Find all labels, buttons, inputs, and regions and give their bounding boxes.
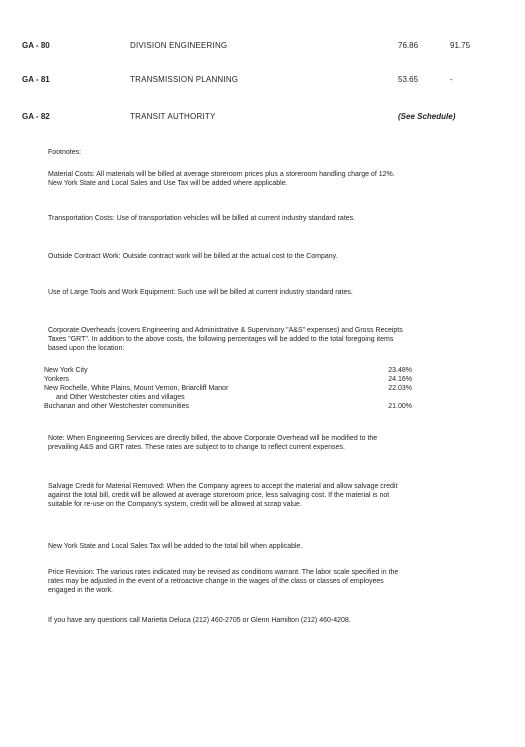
outside-contract-paragraph: Outside Contract Work: Outside contract work will be billed at the actual cost to the Company. — [48, 253, 338, 260]
location-percentage: 23.48% — [388, 367, 412, 374]
price-revision-paragraph: Price Revision: The various rates indicated may be revised as conditions warrant. The labor scale specified in the rates may be adjusted in the event of a retroactive change in the wages of the class or classes of employees engaged in the work. — [48, 569, 399, 594]
footnotes-heading: Footnotes: — [48, 149, 82, 156]
location-name: Yonkers — [44, 376, 70, 383]
location-row — [44, 375, 412, 384]
code-name: TRANSIT AUTHORITY — [130, 112, 216, 121]
location-row — [44, 393, 412, 402]
transportation-costs-paragraph: Transportation Costs: Use of transportation vehicles will be billed at current industry standard rates. — [48, 215, 356, 222]
salvage-credit-paragraph: Salvage Credit for Material Removed: When the Company agrees to accept the material and allow salvage credit against the total bill, credit will be allowed at average storeroom price, less salvaging cost. If the material is not suitable for re-use on the Company's system, credit will be allowed at scrap value. — [48, 483, 398, 508]
sales-tax-paragraph: New York State and Local Sales Tax will be added to the total bill when applicable. — [48, 543, 303, 550]
location-row — [44, 402, 412, 411]
code-row — [0, 75, 525, 89]
location-name: and Other Westchester cities and villages — [56, 394, 185, 401]
code-name: TRANSMISSION PLANNING — [130, 75, 239, 84]
code-value-2: - — [450, 75, 453, 84]
code-note: (See Schedule) — [398, 112, 456, 121]
corporate-overheads-paragraph: Corporate Overheads (covers Engineering and Administrative & Supervisory "A&S" expenses) and Gross Receipts Taxes "GRT". In addition to the above costs, the following percentages will be added to the total foregoing items based upon the location: — [48, 327, 403, 352]
code-value-1: 76.86 — [398, 41, 419, 50]
location-name: New Rochelle, White Plains, Mount Vernon, Briarcliff Manor — [44, 385, 229, 392]
code-label: GA - 80 — [22, 41, 50, 50]
location-percentage: 21.00% — [388, 403, 412, 410]
code-row — [0, 41, 525, 55]
location-percentage: 22.03% — [388, 385, 412, 392]
location-name: Buchanan and other Westchester communities — [44, 403, 190, 410]
location-row — [44, 384, 412, 393]
large-tools-paragraph: Use of Large Tools and Work Equipment: Such use will be billed at current industry standard rates. — [48, 289, 353, 296]
code-row — [0, 112, 525, 126]
material-costs-paragraph: Material Costs: All materials will be billed at average storeroom prices plus a storeroom handling charge of 12%. New York State and Local Sales and Use Tax will be added where applicable. — [48, 171, 395, 187]
code-name: DIVISION ENGINEERING — [130, 41, 228, 50]
code-label: GA - 81 — [22, 75, 50, 84]
location-percentage-table — [44, 366, 412, 411]
location-row — [44, 366, 412, 375]
code-value-2: 91.75 — [450, 41, 471, 50]
code-label: GA - 82 — [22, 112, 50, 121]
engineering-note-paragraph: Note: When Engineering Services are directly billed, the above Corporate Overhead will be modified to the prevailing A&S and GRT rates. These rates are subject to to change to reflect current expenses. — [48, 435, 378, 451]
location-name: New York City — [44, 367, 88, 374]
contact-paragraph: If you have any questions call Marietta Deluca (212) 460-2705 or Glenn Hamilton (212) 460-4208. — [48, 617, 351, 624]
location-percentage: 24.16% — [388, 376, 412, 383]
code-value-1: 53.65 — [398, 75, 419, 84]
